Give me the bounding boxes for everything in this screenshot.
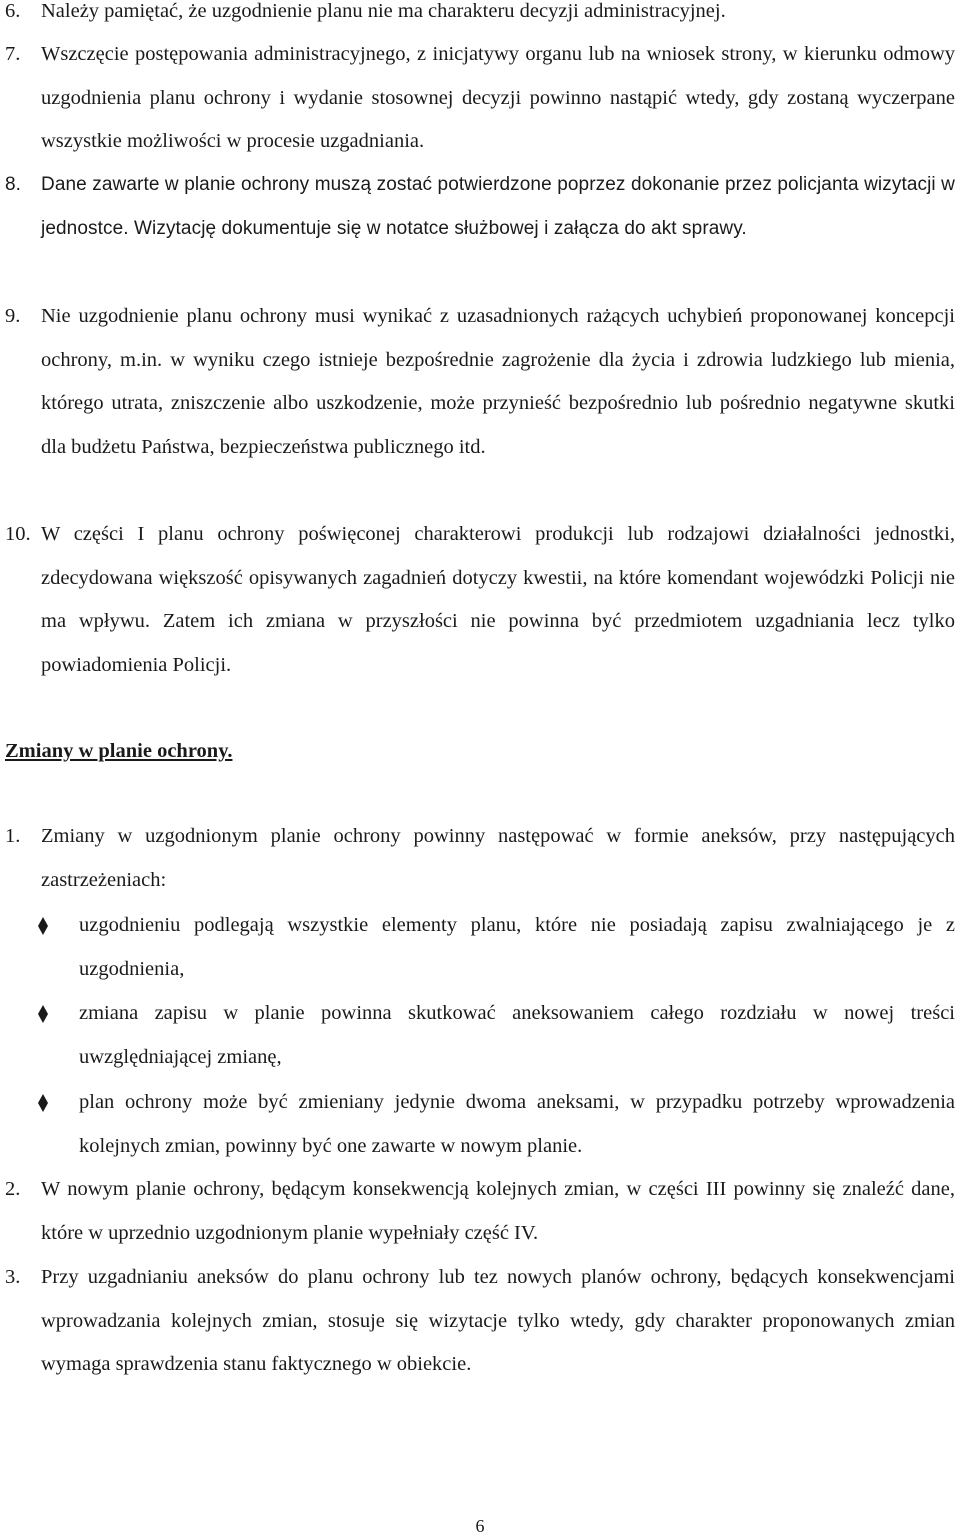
bullet-item (38, 1081, 955, 1168)
item-text: W części I planu ochrony poświęconej charakterowi produkcji lub rodzajowi działalności jednostki, zdecydowana większość opisywanych zagadnień dotyczy kwestii, na które komendant wojewódzki Policji nie ma wpływu. Zatem ich zmiana w przyszłości nie powinna być przedmiotem uzgadniania lecz tylko powiadomienia Policji. (41, 523, 955, 676)
list-item-2 (5, 1168, 955, 1255)
item-number: 10. (5, 523, 31, 545)
item-number: 3. (5, 1266, 21, 1288)
diamond-bullet-icon (38, 1094, 48, 1112)
item-text: W nowym planie ochrony, będącym konsekwencją kolejnych zmian, w części III powinny się znaleźć dane, które w uprzednio uzgodnionym planie wypełniały część IV. (41, 1178, 955, 1244)
item-text: Zmiany w uzgodnionym planie ochrony powinny następować w formie aneksów, przy następujących zastrzeżeniach: (41, 825, 955, 891)
item-number: 7. (5, 43, 21, 65)
item-number: 8. (5, 174, 21, 195)
list-item-3 (5, 1256, 955, 1387)
item-number: 1. (5, 825, 21, 847)
bullet-text: uzgodnieniu podlegają wszystkie elementy planu, które nie posiadają zapisu zwalniającego je z uzgodnienia, (79, 914, 955, 980)
item-number: 6. (5, 0, 21, 22)
list-item-1 (5, 815, 955, 902)
item-number: 2. (5, 1178, 21, 1200)
diamond-bullet-icon (38, 917, 48, 935)
item-text: Należy pamiętać, że uzgodnienie planu nie ma charakteru decyzji administracyjnej. (41, 0, 726, 22)
item-text: Dane zawarte w planie ochrony muszą zostać potwierdzone poprzez dokonanie przez policjanta wizytacji w jednostce. Wizytację dokumentuje się w notatce służbowej i załącza do akt sprawy. (41, 174, 955, 239)
list-item-8 (5, 163, 955, 250)
diamond-bullet-icon (38, 1005, 48, 1023)
list-item-9 (5, 295, 955, 469)
item-number: 9. (5, 305, 21, 327)
list-item-7 (5, 33, 955, 164)
item-text: Nie uzgodnienie planu ochrony musi wynikać z uzasadnionych rażących uchybień proponowanej koncepcji ochrony, m.in. w wyniku czego istnieje bezpośrednie zagrożenie dla życia i zdrowia ludzkiego lub mienia, którego utrata, zniszczenie albo uszkodzenie, może przynieść bezpośrednio lub pośrednio negatywne skutki dla budżetu Państwa, bezpieczeństwa publicznego itd. (41, 305, 955, 458)
item-text: Wszczęcie postępowania administracyjnego, z inicjatywy organu lub na wniosek strony, w kierunku odmowy uzgodnienia planu ochrony i wydanie stosownej decyzji powinno nastąpić wtedy, gdy zostaną wyczerpane wszystkie możliwości w procesie uzgadniania. (41, 43, 955, 152)
list-item-6 (5, 0, 955, 34)
bullet-text: zmiana zapisu w planie powinna skutkować aneksowaniem całego rozdziału w nowej treści uwzględniającej zmianę, (79, 1002, 955, 1068)
section-heading: Zmiany w planie ochrony. (5, 740, 233, 762)
page-number: 6 (475, 1516, 485, 1536)
bullet-item (38, 992, 955, 1079)
bullet-text: plan ochrony może być zmieniany jedynie dwoma aneksami, w przypadku potrzeby wprowadzenia kolejnych zmian, powinny być one zawarte w nowym planie. (79, 1091, 955, 1157)
item-text: Przy uzgadnianiu aneksów do planu ochrony lub tez nowych planów ochrony, będących konsekwencjami wprowadzania kolejnych zmian, stosuje się wizytacje tylko wtedy, gdy charakter proponowanych zmian wymaga sprawdzenia stanu faktycznego w obiekcie. (41, 1266, 955, 1375)
list-item-10 (5, 513, 955, 687)
bullet-item (38, 904, 955, 991)
